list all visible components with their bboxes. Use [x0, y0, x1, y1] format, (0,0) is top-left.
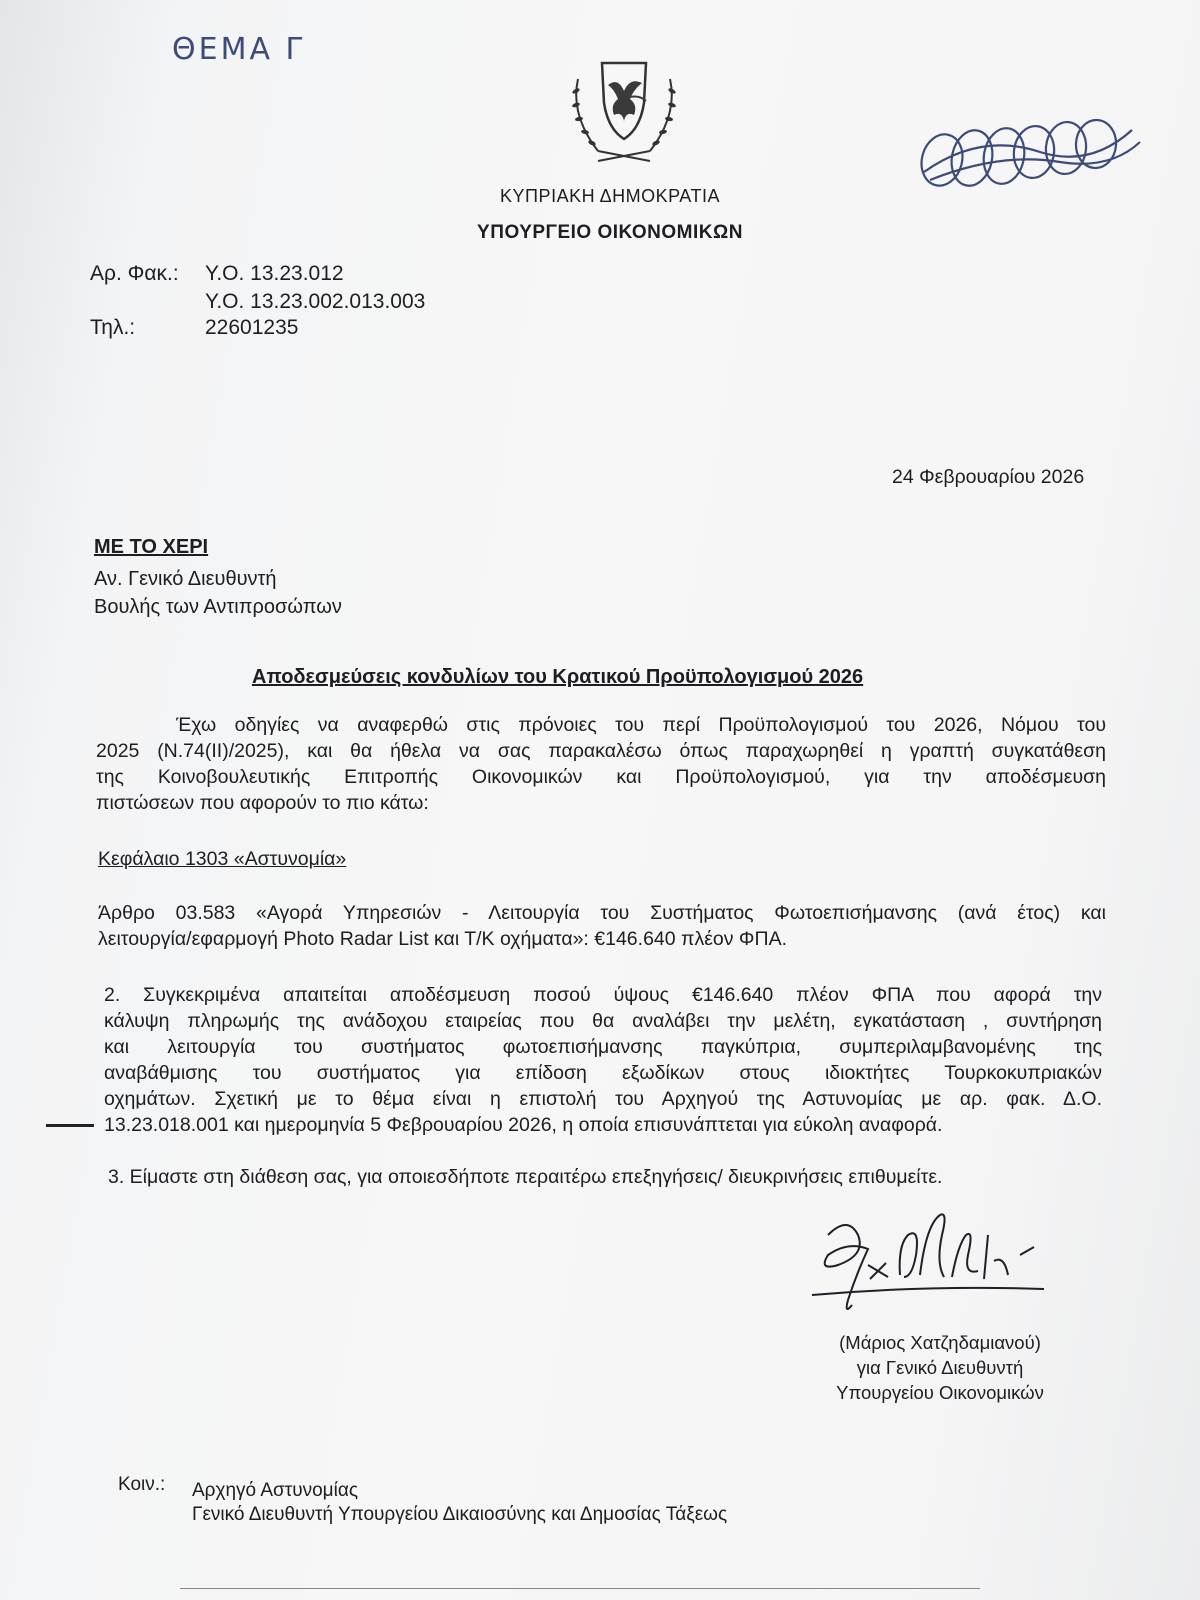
letter-date: 24 Φεβρουαρίου 2026 — [892, 466, 1085, 488]
margin-mark — [46, 1124, 94, 1127]
cc-item: Γενικό Διευθυντή Υπουργείου Δικαιοσύνης και Δημοσίας Τάξεως — [192, 1504, 728, 1525]
paragraph-1-line: 2025 (Ν.74(ΙΙ)/2025), και θα ήθελα να σας παρακαλέσω όπως παραχωρηθεί η γραπτή συγκατάθεση — [96, 740, 1106, 762]
signatory-role-2: Υπουργείου Οικονομικών — [836, 1382, 1044, 1403]
file-number-1: Υ.Ο. 13.23.012 — [205, 262, 344, 285]
paragraph-1-line: πιστώσεων που αφορούν το πιο κάτω: — [96, 792, 429, 814]
paragraph-2-line: αναβάθμισης του συστήματος για επίδοση εξωδίκων στους ιδιοκτήτες Τουρκοκυπριακών — [104, 1062, 1102, 1084]
article-line: λειτουργία/εφαρμογή Photo Radar List και Τ/Κ οχήματα»: €146.640 πλέον ΦΠΑ. — [98, 928, 787, 950]
paragraph-2-line: κάλυψη πληρωμής της ανάδοχου εταιρείας που θα αναλάβει την μελέτη, εγκατάσταση , συντήρηση — [104, 1010, 1102, 1032]
article-line: Άρθρο 03.583 «Αγορά Υπηρεσιών - Λειτουργία του Συστήματος Φωτοεπισήμανσης (ανά έτος) και — [98, 902, 1106, 924]
paragraph-2-line: και λειτουργία του συστήματος φωτοεπισήμανσης παγκύπρια, συμπεριλαμβανομένης της — [104, 1036, 1102, 1058]
paragraph-2-line: 2. Συγκεκριμένα απαιτείται αποδέσμευση ποσού ύψους €146.640 πλέον ΦΠΑ που αφορά την — [104, 984, 1102, 1006]
signature-block — [790, 1330, 1090, 1405]
chapter-heading: Κεφάλαιο 1303 «Αστυνομία» — [98, 848, 347, 870]
file-number-2: Υ.Ο. 13.23.002.013.003 — [205, 290, 426, 313]
paragraph-1-line: της Κοινοβουλευτικής Επιτροπής Οικονομικών και Προϋπολογισμού, για την αποδέσμευση — [96, 766, 1106, 788]
recipient-line-2: Βουλής των Αντιπροσώπων — [94, 596, 342, 618]
recipient-line-1: Αν. Γενικό Διευθυντή — [94, 568, 277, 590]
phone-number: 22601235 — [205, 316, 299, 339]
paragraph-2-line: 13.23.018.001 και ημερομηνία 5 Φεβρουαρίου 2026, η οποία επισυνάπτεται για εύκολη αναφορά. — [104, 1114, 943, 1136]
ministry-name: ΥΠΟΥΡΓΕΙΟ ΟΙΚΟΝΟΜΙΚΩΝ — [477, 222, 743, 243]
cc-label: Κοιν.: — [118, 1474, 166, 1495]
cc-item: Αρχηγό Αστυνομίας — [192, 1480, 358, 1501]
delivery-method: ΜΕ ΤΟ ΧΕΡΙ — [94, 536, 209, 558]
paragraph-1-line: Έχω οδηγίες να αναφερθώ στις πρόνοιες του περί Προϋπολογισμού του 2026, Νόμου του — [176, 714, 1106, 736]
signatory-role-1: για Γενικό Διευθυντή — [856, 1357, 1024, 1378]
phone-label: Τηλ.: — [90, 316, 136, 339]
letter-subject: Αποδεσμεύσεις κονδυλίων του Κρατικού Προϋπολογισμού 2026 — [252, 666, 864, 688]
signatory-name: (Μάριος Χατζηδαμιανού) — [839, 1332, 1041, 1353]
footer-rule — [180, 1588, 980, 1589]
handwritten-note: ΘΕΜΑ Γ — [172, 32, 306, 67]
paragraph-3: 3. Είμαστε στη διάθεση σας, για οποιεσδήποτε περαιτέρω επεξηγήσεις/ διευκρινήσεις επιθυμείτε. — [108, 1166, 943, 1188]
signature-mark — [808, 1205, 1058, 1325]
coat-of-arms-icon — [568, 55, 680, 167]
paragraph-2-line: οχημάτων. Σχετική με το θέμα είναι η επιστολή του Αρχηγού της Αστυνομίας με αρ. φακ. Δ.Ο. — [104, 1088, 1102, 1110]
republic-name: ΚΥΠΡΙΑΚΗ ΔΗΜΟΚΡΑΤΙΑ — [500, 186, 720, 206]
file-label: Αρ. Φακ.: — [90, 262, 179, 285]
